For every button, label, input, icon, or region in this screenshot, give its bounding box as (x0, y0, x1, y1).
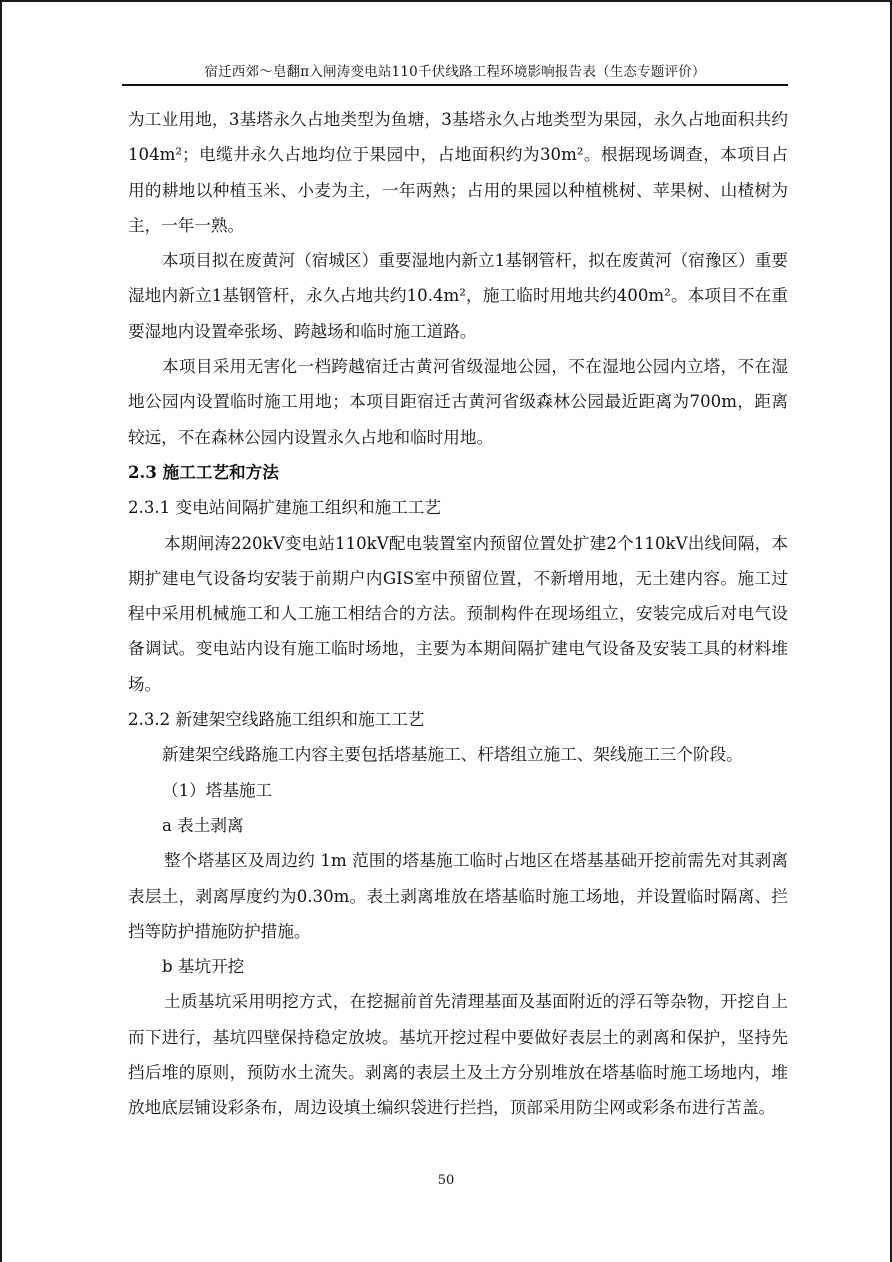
running-header: 宿迁西郊～皂翻π入闸涛变电站110千伏线路工程环境影响报告表（生态专题评价） (204, 64, 706, 80)
list-item-topsoil-stripping: a 表土剥离 (162, 815, 244, 835)
paragraph-overhead-line-stages: 新建架空线路施工内容主要包括塔基施工、杆塔组立施工、架线施工三个阶段。 (162, 745, 743, 765)
page-body (128, 102, 788, 1126)
page-border-left (0, 0, 2, 1262)
section-heading-2-3: 2.3 施工工艺和方法 (128, 461, 279, 482)
page-border-top (0, 0, 892, 2)
paragraph-topsoil-stripping: 整个塔基区及周边约 1m 范围的塔基施工临时占地区在塔基基础开挖前需先对其剥离表层土，剥离厚度约为0.30m。表土剥离堆放在塔基临时施工场地，并设置临时隔离、拦挡等防护措施防护措施。 (128, 851, 788, 941)
header-rule (122, 84, 788, 86)
page-number: 50 (437, 1173, 455, 1188)
paragraph-wetland-park: 本项目采用无害化一档跨越宿迁古黄河省级湿地公园，不在湿地公园内立塔，不在湿地公园内设置临时施工用地；本项目距宿迁古黄河省级森林公园最近距离为700m，距离较远，不在森林公园内设置永久占地和临时用地。 (128, 357, 788, 447)
paragraph-substation-expansion: 本期闸涛220kV变电站110kV配电装置室内预留位置处扩建2个110kV出线间隔，本期扩建电气设备均安装于前期户内GIS室中预留位置，不新增用地，无土建内容。施工过程中采用机械施工和人工施工相结合的方法。预制构件在现场组立，安装完成后对电气设备调试。变电站内设有施工临时场地，主要为本期间隔扩建电气设备及安装工具的材料堆场。 (128, 533, 788, 694)
subsection-heading-2-3-2: 2.3.2 新建架空线路施工组织和施工工艺 (128, 710, 425, 730)
list-item-pit-excavation: b 基坑开挖 (162, 957, 245, 977)
paragraph-pit-excavation: 土质基坑采用明挖方式，在挖掘前首先清理基面及基面附近的浮石等杂物，开挖自上而下进行，基坑四壁保持稳定放坡。基坑开挖过程中要做好表层土的剥离和保护，坚持先挡后堆的原则，预防水土流失。剥离的表层土及土方分别堆放在塔基临时施工场地内，堆放地底层铺设彩条布，周边设填土编织袋进行拦挡，顶部采用防尘网或彩条布进行苫盖。 (128, 992, 788, 1118)
list-item-tower-foundation: （1）塔基施工 (162, 780, 273, 800)
subsection-heading-2-3-1: 2.3.1 变电站间隔扩建施工组织和施工工艺 (128, 498, 441, 518)
paragraph-wetland: 本项目拟在废黄河（宿城区）重要湿地内新立1基钢管杆，拟在废黄河（宿豫区）重要湿地内新立1基钢管杆，永久占地共约10.4m²，施工临时用地共约400m²。本项目不在重要湿地内设置牵张场、跨越场和临时施工道路。 (128, 251, 788, 341)
paragraph-land-use: 为工业用地，3基塔永久占地类型为鱼塘，3基塔永久占地类型为果园，永久占地面积共约104m²；电缆井永久占地均位于果园中，占地面积约为30m²。根据现场调查，本项目占用的耕地以种植玉米、小麦为主，一年两熟；占用的果园以种植桃树、苹果树、山楂树为主，一年一熟。 (128, 110, 788, 235)
